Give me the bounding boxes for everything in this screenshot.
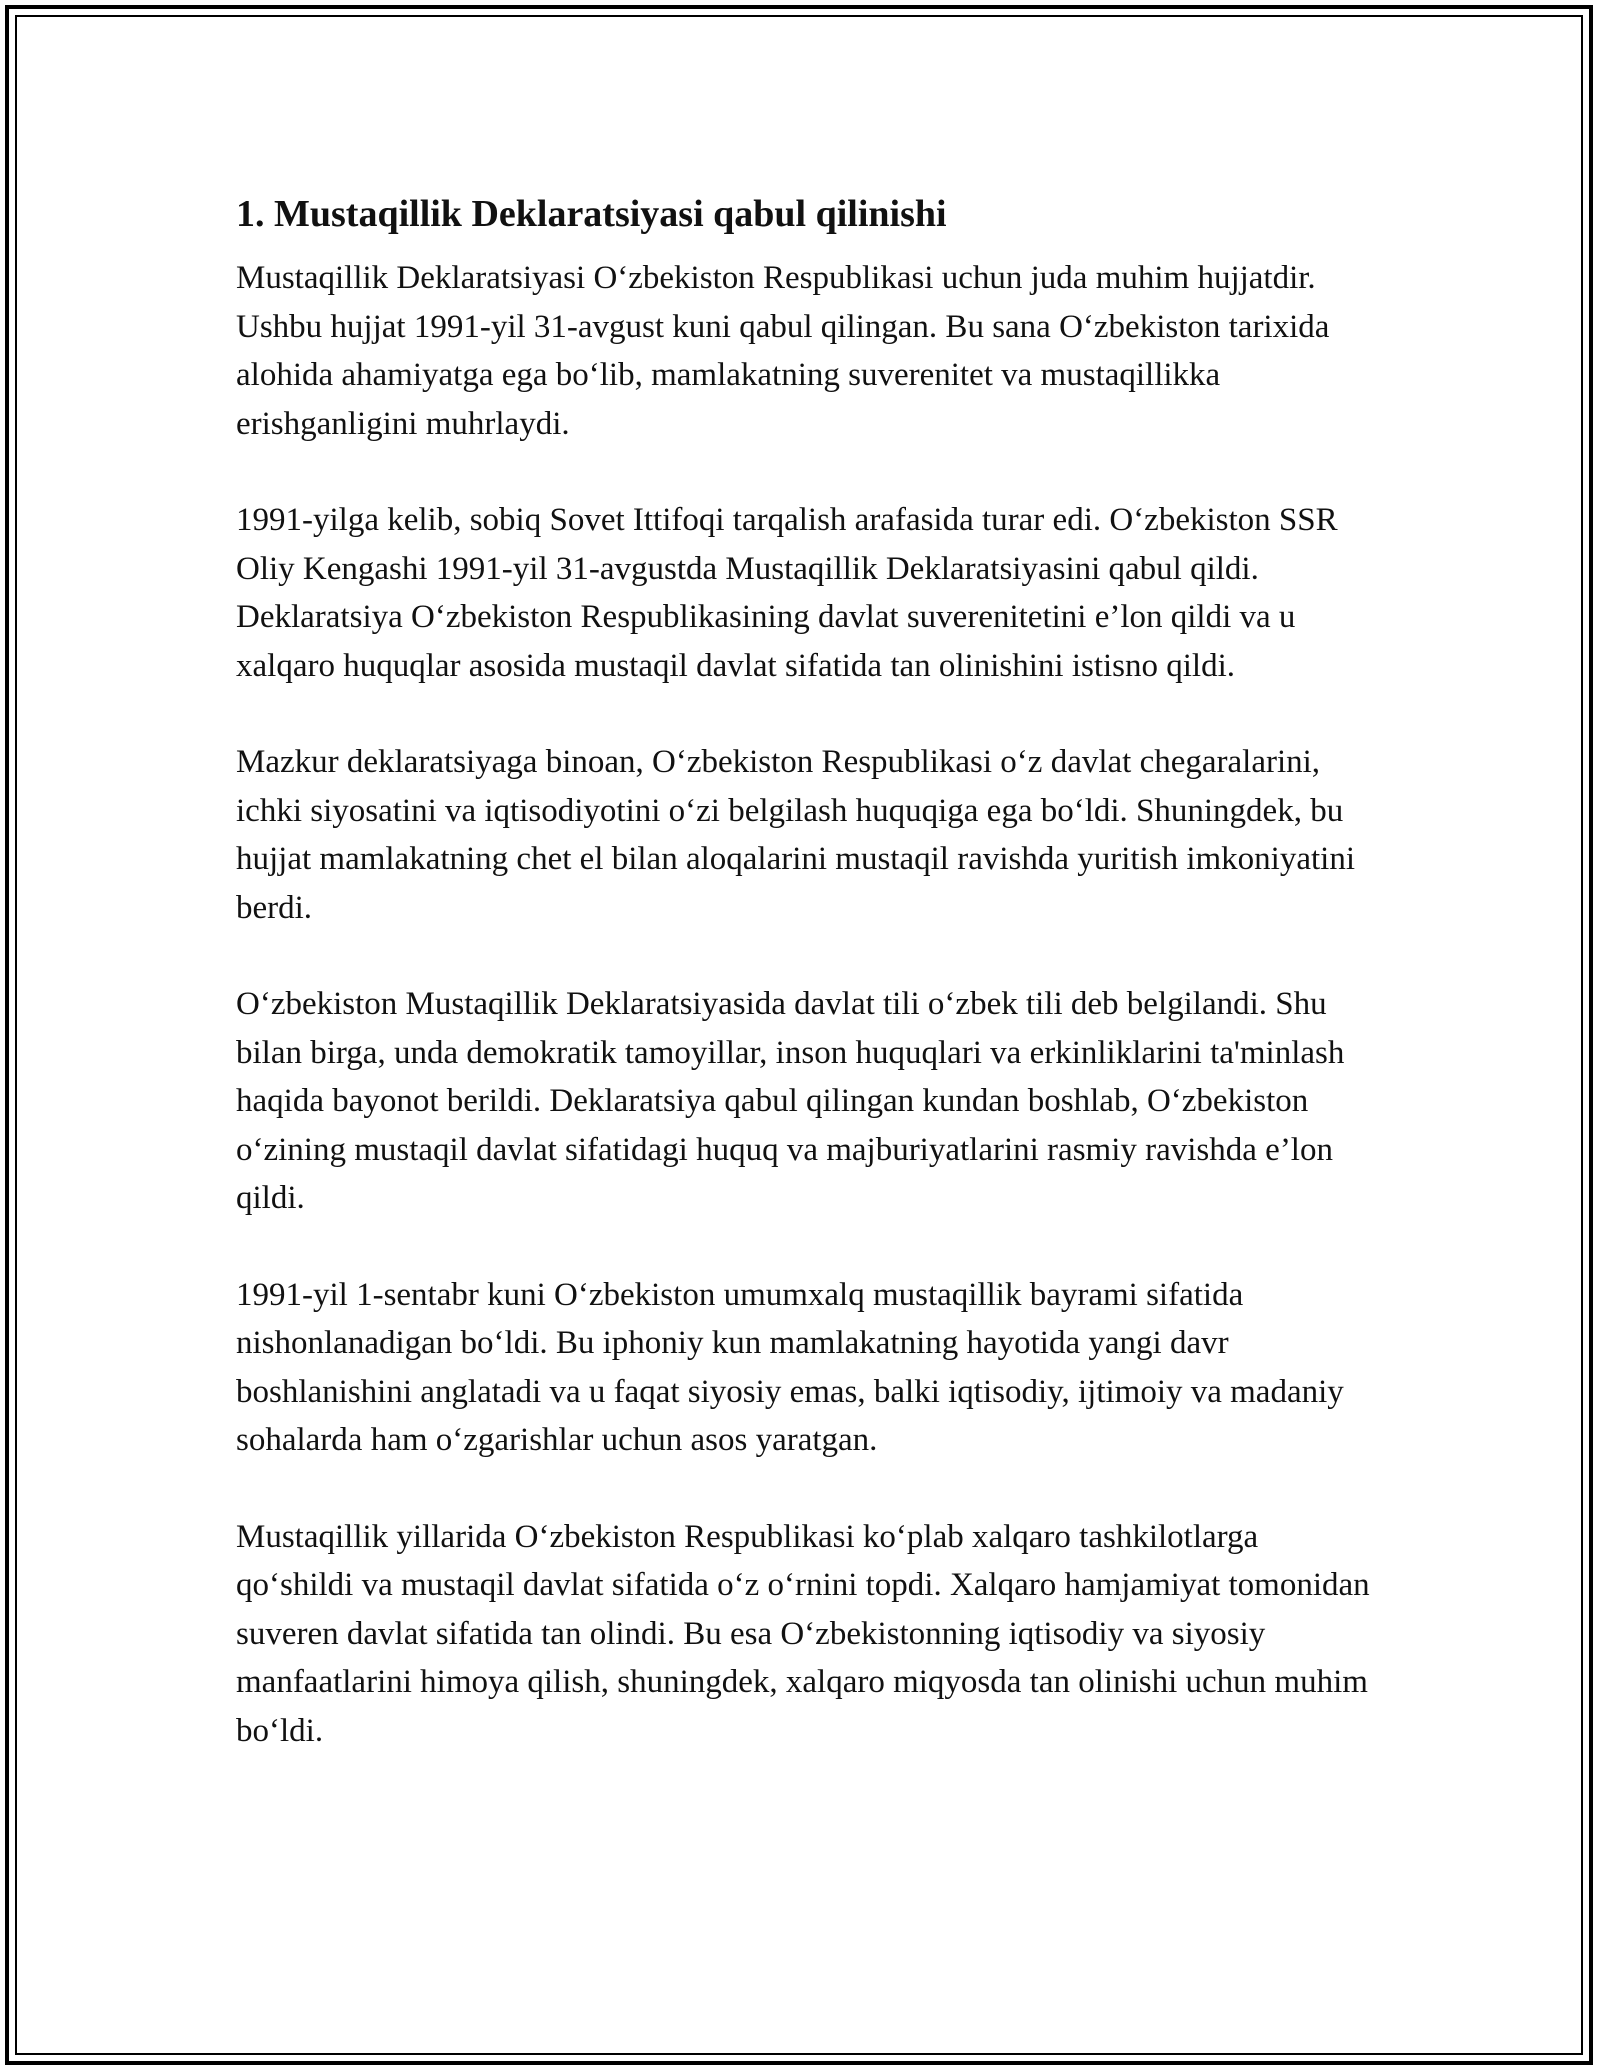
section-heading: 1. Mustaqillik Deklaratsiyasi qabul qilinishi <box>236 193 947 235</box>
paragraph-6: Mustaqillik yillarida O‘zbekiston Respublikasi ko‘plab xalqaro tashkilotlarga qo‘shildi va mustaqil davlat sifatida o‘z o‘rnini topdi. Xalqaro hamjamiyat tomonidan suveren davlat sifatida tan olindi. Bu esa O‘zbekistonning iqtisodiy va siyosiy manfaatlarini himoya qilish, shuningdek, xalqaro miqyosda tan olinishi uchun muhim bo‘ldi. <box>236 1518 1370 1749</box>
paragraph-1: Mustaqillik Deklaratsiyasi O‘zbekiston Respublikasi uchun juda muhim hujjatdir. Ushbu hujjat 1991-yil 31-avgust kuni qabul qilingan. Bu sana O‘zbekiston tarixida alohida ahamiyatga ega bo‘lib, mamlakatning suverenitet va mustaqillikka erishganligini muhrlaydi. <box>236 260 1330 442</box>
paragraph-2: 1991-yilga kelib, sobiq Sovet Ittifoqi tarqalish arafasida turar edi. O‘zbekiston SSR Oliy Kengashi 1991-yil 31-avgustda Mustaqillik Deklaratsiyasini qabul qildi. Deklaratsiya O‘zbekiston Respublikasining davlat suverenitetini e’lon qildi va u xalqaro huquqlar asosida mustaqil davlat sifatida tan olinishini istisno qildi. <box>236 502 1338 684</box>
paragraph-4: O‘zbekiston Mustaqillik Deklaratsiyasida davlat tili o‘zbek tili deb belgilandi. Shu bilan birga, unda demokratik tamoyillar, inson huquqlari va erkinliklarini ta'minlash haqida bayonot berildi. Deklaratsiya qabul qilingan kundan boshlab, O‘zbekiston o‘zining mustaqil davlat sifatidagi huquq va majburiyatlarini rasmiy ravishda e’lon qildi. <box>236 986 1345 1216</box>
paragraph-5: 1991-yil 1-sentabr kuni O‘zbekiston umumxalq mustaqillik bayrami sifatida nishonlanadigan bo‘ldi. Bu iphoniy kun mamlakatning hayotida yangi davr boshlanishini anglatadi va u faqat siyosiy emas, balki iqtisodiy, ijtimoiy va madaniy sohalarda ham o‘zgarishlar uchun asos yaratgan. <box>236 1276 1344 1458</box>
paragraph-3: Mazkur deklaratsiyaga binoan, O‘zbekiston Respublikasi o‘z davlat chegaralarini, ichki siyosatini va iqtisodiyotini o‘zi belgilash huquqiga ega bo‘ldi. Shuningdek, bu hujjat mamlakatning chet el bilan aloqalarini mustaqil ravishda yuritish imkoniyatini berdi. <box>236 744 1356 926</box>
document-body <box>236 186 1376 1803</box>
